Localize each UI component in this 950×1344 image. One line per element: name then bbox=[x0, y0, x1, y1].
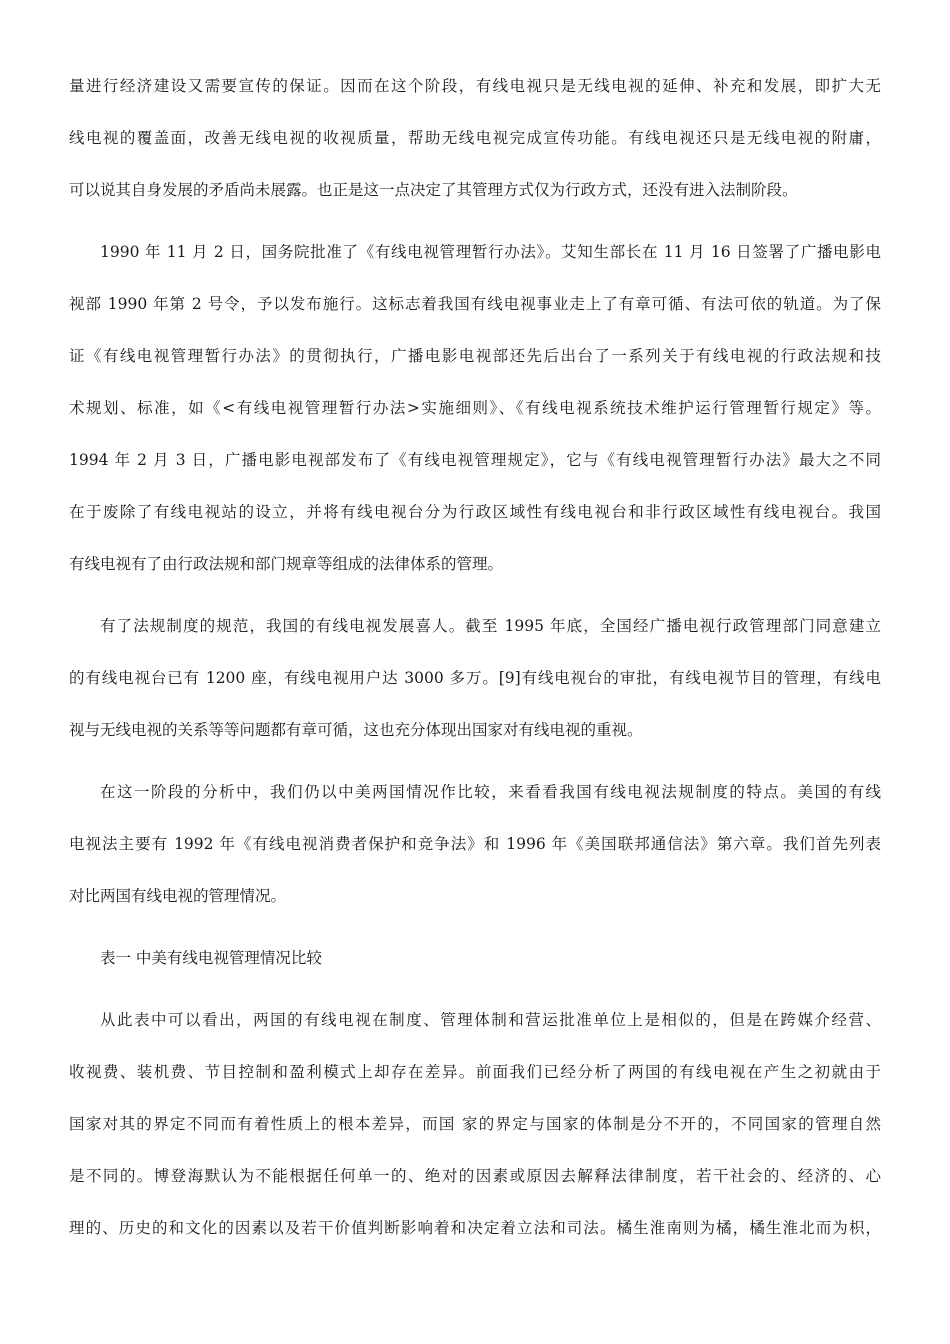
caption-text: 表一 中美有线电视管理情况比较 bbox=[100, 949, 322, 967]
text-line: 电视法主要有 1992 年《有线电视消费者保护和竞争法》和 1996 年《美国联邦通信法》第六章。我们首先列表 bbox=[69, 835, 881, 853]
text-line: 有线电视有了由行政法规和部门规章等组成的法律体系的管理。 bbox=[69, 555, 504, 573]
text-line: 有了法规制度的规范，我国的有线电视发展喜人。截至 1995 年底，全国经广播电视行政管理部门同意建立 bbox=[100, 617, 881, 635]
text-line: 可以说其自身发展的矛盾尚未展露。也正是这一点决定了其管理方式仅为行政方式，还没有进入法制阶段。 bbox=[69, 181, 798, 199]
text-line: 从此表中可以看出，两国的有线电视在制度、管理体制和营运批准单位上是相似的，但是在跨媒介经营、 bbox=[100, 1011, 881, 1029]
text-line: 国家对其的界定不同而有着性质上的根本差异，而国 家的界定与国家的体制是分不开的，不同国家的管理自然 bbox=[69, 1115, 881, 1133]
text-line: 在这一阶段的分析中，我们仍以中美两国情况作比较，来看看我国有线电视法规制度的特点。美国的有线 bbox=[100, 783, 881, 801]
text-line: 1990 年 11 月 2 日，国务院批准了《有线电视管理暂行办法》。艾知生部长在 11 月 16 日签署了广播电影电 bbox=[100, 243, 881, 261]
text-line: 量进行经济建设又需要宣传的保证。因而在这个阶段，有线电视只是无线电视的延伸、补充和发展，即扩大无 bbox=[69, 77, 881, 95]
text-line: 对比两国有线电视的管理情况。 bbox=[69, 887, 287, 905]
text-line: 理的、历史的和文化的因素以及若干价值判断影响着和决定着立法和司法。橘生淮南则为橘，橘生淮北而为枳， bbox=[69, 1219, 881, 1237]
text-line: 视部 1990 年第 2 号令，予以发布施行。这标志着我国有线电视事业走上了有章可循、有法可依的轨道。为了保 bbox=[69, 295, 881, 313]
text-line: 证《有线电视管理暂行办法》的贯彻执行，广播电影电视部还先后出台了一系列关于有线电视的行政法规和技 bbox=[69, 347, 881, 365]
text-line: 视与无线电视的关系等等问题都有章可循，这也充分体现出国家对有线电视的重视。 bbox=[69, 721, 643, 739]
text-line: 的有线电视台已有 1200 座，有线电视用户达 3000 多万。[9]有线电视台的审批，有线电视节目的管理，有线电 bbox=[69, 669, 881, 687]
text-line: 1994 年 2 月 3 日，广播电影电视部发布了《有线电视管理规定》，它与《有线电视管理暂行办法》最大之不同 bbox=[69, 451, 881, 469]
text-line: 术规划、标准，如《<有线电视管理暂行办法>实施细则》、《有线电视系统技术维护运行管理暂行规定》等。 bbox=[69, 399, 881, 417]
text-line: 在于废除了有线电视站的设立，并将有线电视台分为行政区域性有线电视台和非行政区域性有线电视台。我国 bbox=[69, 503, 881, 521]
text-line: 是不同的。博登海默认为不能根据任何单一的、绝对的因素或原因去解释法律制度，若干社会的、经济的、心 bbox=[69, 1167, 881, 1185]
text-line: 收视费、装机费、节目控制和盈利模式上却存在差异。前面我们已经分析了两国的有线电视在产生之初就由于 bbox=[69, 1063, 881, 1081]
text-line: 线电视的覆盖面，改善无线电视的收视质量，帮助无线电视完成宣传功能。有线电视还只是无线电视的附庸， bbox=[69, 129, 881, 147]
